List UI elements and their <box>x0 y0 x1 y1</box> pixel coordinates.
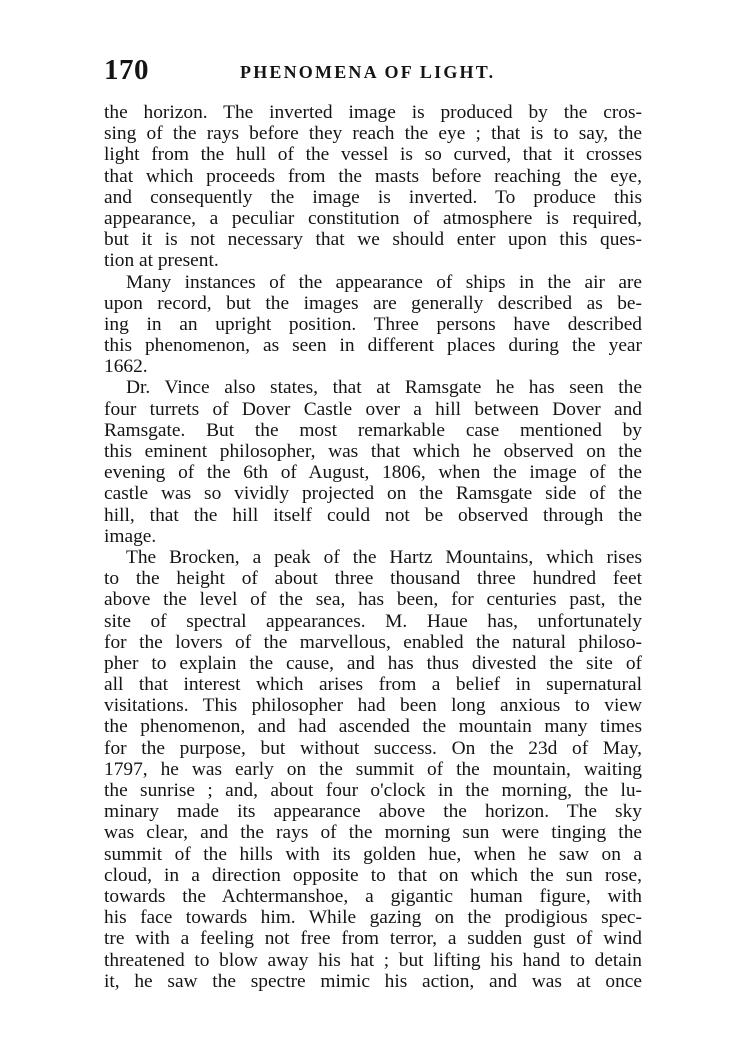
text-line: cloud, in a direction opposite to that on which the sun rose, <box>104 864 642 886</box>
text-line: hill, that the hill itself could not be observed through the <box>104 504 642 526</box>
text-line: it, he saw the spectre mimic his action, and was at once <box>104 970 642 992</box>
text-line: ing in an upright position. Three persons have described <box>104 313 642 335</box>
text-line: for the purpose, but without success. On the 23d of May, <box>104 737 642 759</box>
text-line: tion at present. <box>104 250 219 272</box>
text-line: four turrets of Dover Castle over a hill between Dover and <box>104 398 642 420</box>
paragraph <box>104 272 642 378</box>
text-line: The Brocken, a peak of the Hartz Mountains, which rises <box>126 546 642 568</box>
text-line: image. <box>104 525 157 547</box>
text-line: to the height of about three thousand three hundred feet <box>104 568 642 590</box>
text-line: upon record, but the images are generally described as be- <box>104 292 642 314</box>
text-line: for the lovers of the marvellous, enabled the natural philoso- <box>104 631 642 653</box>
text-line: castle was so vividly projected on the Ramsgate side of the <box>104 483 642 505</box>
text-line: evening of the 6th of August, 1806, when the image of the <box>104 462 642 484</box>
text-line: light from the hull of the vessel is so curved, that it crosses <box>104 144 642 166</box>
text-line: his face towards him. While gazing on the prodigious spec- <box>104 907 642 929</box>
paragraph <box>104 102 642 272</box>
text-line: all that interest which arises from a belief in supernatural <box>104 674 642 696</box>
text-line: the phenomenon, and had ascended the mountain many times <box>104 716 642 738</box>
text-line: threatened to blow away his hat ; but lifting his hand to detain <box>104 949 642 971</box>
paragraph <box>104 547 642 992</box>
body-text <box>104 102 642 992</box>
text-line: visitations. This philosopher had been long anxious to view <box>104 695 642 717</box>
text-line: towards the Achtermanshoe, a gigantic human figure, with <box>104 885 642 907</box>
running-head <box>104 54 664 94</box>
text-line: was clear, and the rays of the morning sun were tinging the <box>104 822 642 844</box>
text-line: summit of the hills with its golden hue, when he saw on a <box>104 843 642 865</box>
text-line: minary made its appearance above the horizon. The sky <box>104 801 642 823</box>
text-line: above the level of the sea, has been, for centuries past, the <box>104 589 642 611</box>
text-line: site of spectral appearances. M. Haue has, unfortunately <box>104 610 642 632</box>
page-number: 170 <box>104 54 149 86</box>
text-line: but it is not necessary that we should enter upon this ques- <box>104 229 642 251</box>
text-line: the horizon. The inverted image is produced by the cros- <box>104 102 642 123</box>
text-line: appearance, a peculiar constitution of atmosphere is required, <box>104 207 642 229</box>
text-line: 1797, he was early on the summit of the mountain, waiting <box>104 758 642 780</box>
text-line: Dr. Vince also states, that at Ramsgate he has seen the <box>126 377 642 399</box>
text-line: 1662. <box>104 356 148 378</box>
text-line: sing of the rays before they reach the eye ; that is to say, the <box>104 123 642 145</box>
running-title: PHENOMENA OF LIGHT. <box>240 62 496 82</box>
text-line: tre with a feeling not free from terror, a sudden gust of wind <box>104 928 642 950</box>
text-line: Ramsgate. But the most remarkable case mentioned by <box>104 419 642 441</box>
text-line: and consequently the image is inverted. To produce this <box>104 186 642 208</box>
text-line: the sunrise ; and, about four o'clock in the morning, the lu- <box>104 780 642 801</box>
text-line: this phenomenon, as seen in different places during the year <box>104 335 642 357</box>
text-line: Many instances of the appearance of ships in the air are <box>126 271 642 293</box>
text-line: pher to explain the cause, and has thus divested the site of <box>104 652 642 674</box>
paragraph <box>104 377 642 547</box>
text-line: that which proceeds from the masts before reaching the eye, <box>104 165 642 187</box>
text-line: this eminent philosopher, was that which he observed on the <box>104 441 642 462</box>
